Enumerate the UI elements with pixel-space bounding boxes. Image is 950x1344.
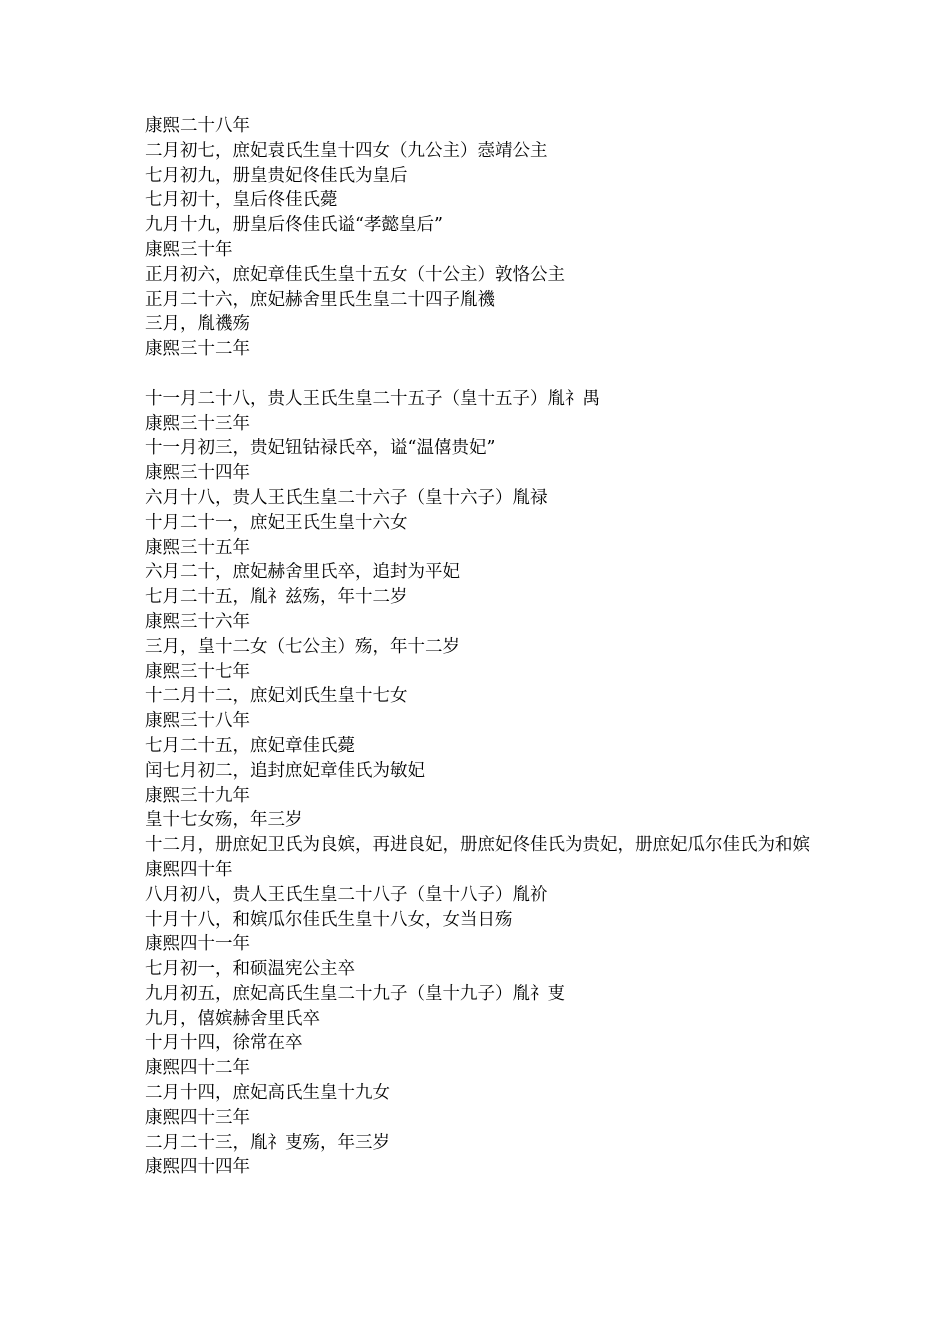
text-line: 二月十四，庶妃高氏生皇十九女 [145, 1083, 390, 1104]
text-line: 皇十七女殇，年三岁 [145, 810, 303, 831]
text-line: 十月十四，徐常在卒 [145, 1033, 303, 1054]
text-line: 康熙三十五年 [145, 537, 250, 558]
text-line: 康熙三十二年 [145, 339, 250, 360]
text-line: 正月初六，庶妃章佳氏生皇十五女（十公主）敦恪公主 [145, 264, 565, 285]
text-line: 康熙三十年 [145, 239, 233, 260]
text-line: 十一月初三，贵妃钮钴禄氏卒，谥“温僖贵妃” [145, 438, 496, 459]
text-line: 三月，皇十二女（七公主）殇，年十二岁 [145, 636, 460, 657]
text-line: 七月初十，皇后佟佳氏薨 [145, 190, 338, 211]
text-line: 康熙四十四年 [145, 1157, 250, 1178]
text-line: 康熙三十四年 [145, 463, 250, 484]
blank-line [145, 362, 825, 387]
text-line: 二月初七，庶妃袁氏生皇十四女（九公主）悫靖公主 [145, 140, 548, 161]
text-line: 十月二十一，庶妃王氏生皇十六女 [145, 512, 408, 533]
text-line: 三月，胤禨殇 [145, 314, 250, 335]
text-line: 康熙四十三年 [145, 1107, 250, 1128]
text-line: 闰七月初二，追封庶妃章佳氏为敏妃 [145, 760, 425, 781]
text-line: 康熙三十七年 [145, 661, 250, 682]
text-line: 康熙三十九年 [145, 785, 250, 806]
text-line: 十月十八，和嫔瓜尔佳氏生皇十八女，女当日殇 [145, 909, 513, 930]
text-line: 十二月，册庶妃卫氏为良嫔，再进良妃，册庶妃佟佳氏为贵妃，册庶妃瓜尔佳氏为和嫔 [145, 835, 810, 856]
text-line: 正月二十六，庶妃赫舍里氏生皇二十四子胤禨 [145, 289, 495, 310]
chronology-text [145, 114, 825, 1180]
text-line: 康熙三十三年 [145, 413, 250, 434]
text-line: 六月二十，庶妃赫舍里氏卒，追封为平妃 [145, 562, 460, 583]
text-line: 八月初八，贵人王氏生皇二十八子（皇十八子）胤祄 [145, 884, 548, 905]
text-line: 七月二十五，胤礻兹殇，年十二岁 [145, 587, 408, 608]
text-line: 康熙四十一年 [145, 934, 250, 955]
text-line: 康熙三十八年 [145, 711, 250, 732]
text-line: 九月，僖嫔赫舍里氏卒 [145, 1008, 320, 1029]
text-line: 九月十九，册皇后佟佳氏谥“孝懿皇后” [145, 215, 443, 236]
text-line: 七月二十五，庶妃章佳氏薨 [145, 735, 355, 756]
text-line: 康熙四十年 [145, 859, 233, 880]
text-line: 七月初九，册皇贵妃佟佳氏为皇后 [145, 165, 408, 186]
text-line: 六月十八，贵人王氏生皇二十六子（皇十六子）胤禄 [145, 487, 548, 508]
text-line: 十二月十二，庶妃刘氏生皇十七女 [145, 686, 408, 707]
text-line: 十一月二十八，贵人王氏生皇二十五子（皇十五子）胤礻禺 [145, 388, 600, 409]
text-line: 康熙四十二年 [145, 1058, 250, 1079]
text-line: 九月初五，庶妃高氏生皇二十九子（皇十九子）胤礻叓 [145, 983, 565, 1004]
text-line: 康熙二十八年 [145, 116, 250, 136]
text-line: 二月二十三，胤礻叓殇，年三岁 [145, 1132, 390, 1153]
text-line: 七月初一，和硕温宪公主卒 [145, 959, 355, 980]
text-line: 康熙三十六年 [145, 611, 250, 632]
